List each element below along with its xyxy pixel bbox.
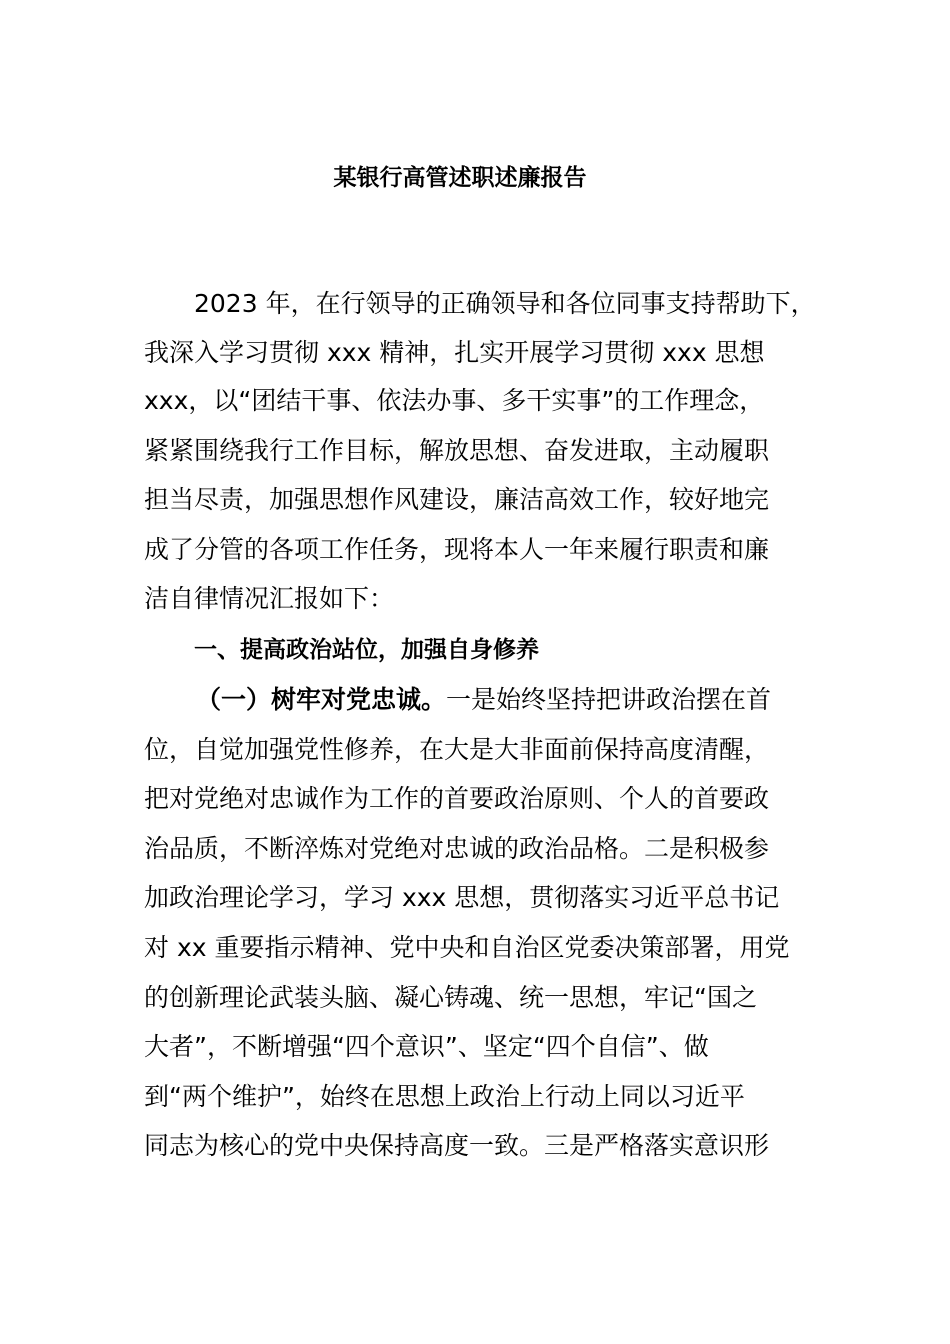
paragraph-line: 治品质，不断淬炼对党绝对忠诚的政治品格。二是积极参: [144, 834, 770, 863]
paragraph-line: xxx，以“团结干事、依法办事、多干实事”的工作理念，: [144, 386, 765, 415]
paragraph-line: 2023 年，在行领导的正确领导和各位同事支持帮助下，: [194, 289, 816, 318]
paragraph-line: 紧紧围绕我行工作目标，解放思想、奋发进取，主动履职: [144, 436, 770, 465]
paragraph-line: 的创新理论武装头脑、凝心铸魂、统一思想，牢记“国之: [144, 983, 757, 1012]
paragraph-line: 加政治理论学习，学习 xxx 思想，贯彻落实习近平总书记: [144, 883, 780, 912]
subsection-text: 一是始终坚持把讲政治摆在首: [446, 685, 772, 714]
paragraph-line: 担当尽责，加强思想作风建设，廉洁高效工作，较好地完: [144, 485, 770, 514]
section-heading: 一、提高政治站位，加强自身修养: [194, 637, 539, 663]
paragraph-line: 我深入学习贯彻 xxx 精神，扎实开展学习贯彻 xxx 思想: [144, 338, 765, 367]
subsection-heading: （一）树牢对党忠诚。: [196, 685, 447, 714]
paragraph-line: 大者”，不断增强“四个意识”、坚定“四个自信”、做: [144, 1032, 709, 1061]
document-title: 某银行高管述职述廉报告: [333, 165, 587, 191]
paragraph-line: 对 xx 重要指示精神、党中央和自治区党委决策部署，用党: [144, 933, 790, 962]
paragraph-line: 到“两个维护”，始终在思想上政治上行动上同以习近平: [144, 1082, 745, 1111]
paragraph-line: 把对党绝对忠诚作为工作的首要政治原则、个人的首要政: [144, 784, 770, 813]
subsection-line: [196, 682, 771, 718]
paragraph-line: 成了分管的各项工作任务，现将本人一年来履行职责和廉: [144, 535, 770, 564]
paragraph-line: 位，自觉加强党性修养，在大是大非面前保持高度清醒，: [144, 735, 770, 764]
paragraph-line: 同志为核心的党中央保持高度一致。三是严格落实意识形: [144, 1131, 770, 1160]
paragraph-line: 洁自律情况汇报如下：: [144, 584, 395, 613]
